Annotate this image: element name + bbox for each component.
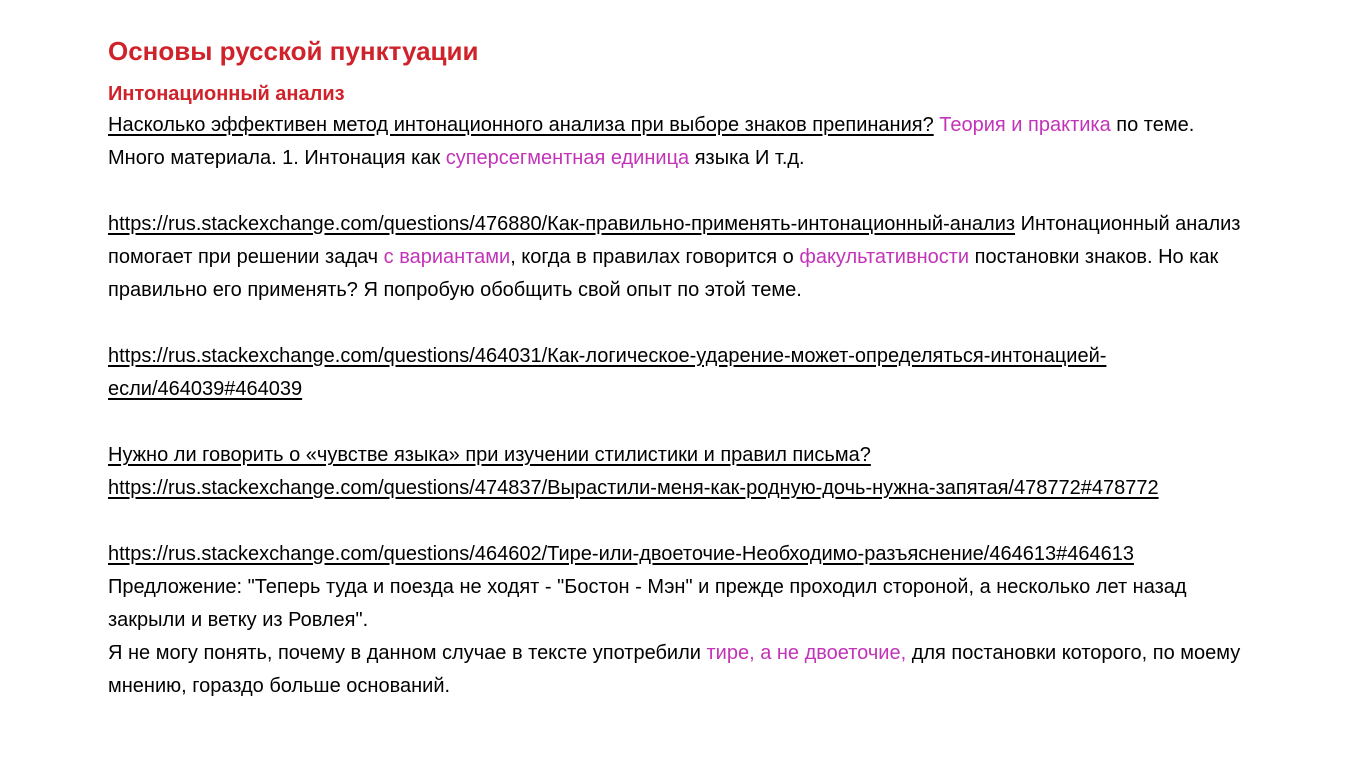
highlight-dash-not-colon: тире, а не двоеточие, [706,642,907,664]
link-language-sense[interactable]: Нужно ли говорить о «чувстве языка» при изучении стилистики и правил письма? [108,444,871,466]
spacer [108,505,1268,538]
paragraph-dash-colon [108,538,1268,703]
link-464031[interactable]: https://rus.stackexchange.com/questions/464031/Как-логическое-ударение-может-определяться-интонацией-если/464039#464039 [108,345,1107,400]
section-heading: Интонационный анализ [108,83,345,105]
paragraph-intonation-analysis [108,208,1268,307]
spacer [108,406,1268,439]
link-464602[interactable]: https://rus.stackexchange.com/questions/464602/Тире-или-двоеточие-Необходимо-разъяснение/464613#464613 [108,543,1134,565]
text-segment: по теме. [1110,114,1195,136]
highlight-suprasegmental: суперсегментная единица [445,147,690,169]
text-segment: Я не могу понять, почему в данном случае в тексте употребили [108,642,707,664]
text-segment: , когда в правилах говорится о [510,246,800,268]
text-segment: Много материала. 1. Интонация как [108,147,446,169]
paragraph-language-sense [108,439,1268,505]
text-segment: для постановки которого, по моему мнению, гораздо больше оснований. [108,642,1241,697]
text-segment: языка И т.д. [689,147,805,169]
text-segment: постановки знаков. Но как правильно его применять? Я попробую обобщить свой опыт по этой теме. [108,246,1219,301]
spacer [108,307,1268,340]
text-segment: Предложение: "Теперь туда и поезда не ходят - "Бостон - Мэн" и прежде проходил стороной, а несколько лет назад закрыли и ветку из Ровлея". [108,576,1187,631]
highlight-theory-practice: Теория и практика [939,114,1111,136]
paragraph-intro [108,109,1268,175]
document-content [108,34,1268,703]
highlight-variants: с вариантами [383,246,511,268]
paragraph-logical-stress [108,340,1268,406]
page-title: Основы русской пунктуации [108,36,479,66]
spacer [108,175,1268,208]
text-segment: Интонационный анализ помогает при решении задач [108,213,1241,268]
link-question-effectiveness[interactable]: Насколько эффективен метод интонационного анализа при выборе знаков препинания? [108,114,934,136]
highlight-optionality: факультативности [799,246,970,268]
link-476880[interactable]: https://rus.stackexchange.com/questions/476880/Как-правильно-применять-интонационный-анализ [108,213,1016,235]
link-474837[interactable]: https://rus.stackexchange.com/questions/474837/Вырастили-меня-как-родную-дочь-нужна-запятая/478772#478772 [108,477,1159,499]
